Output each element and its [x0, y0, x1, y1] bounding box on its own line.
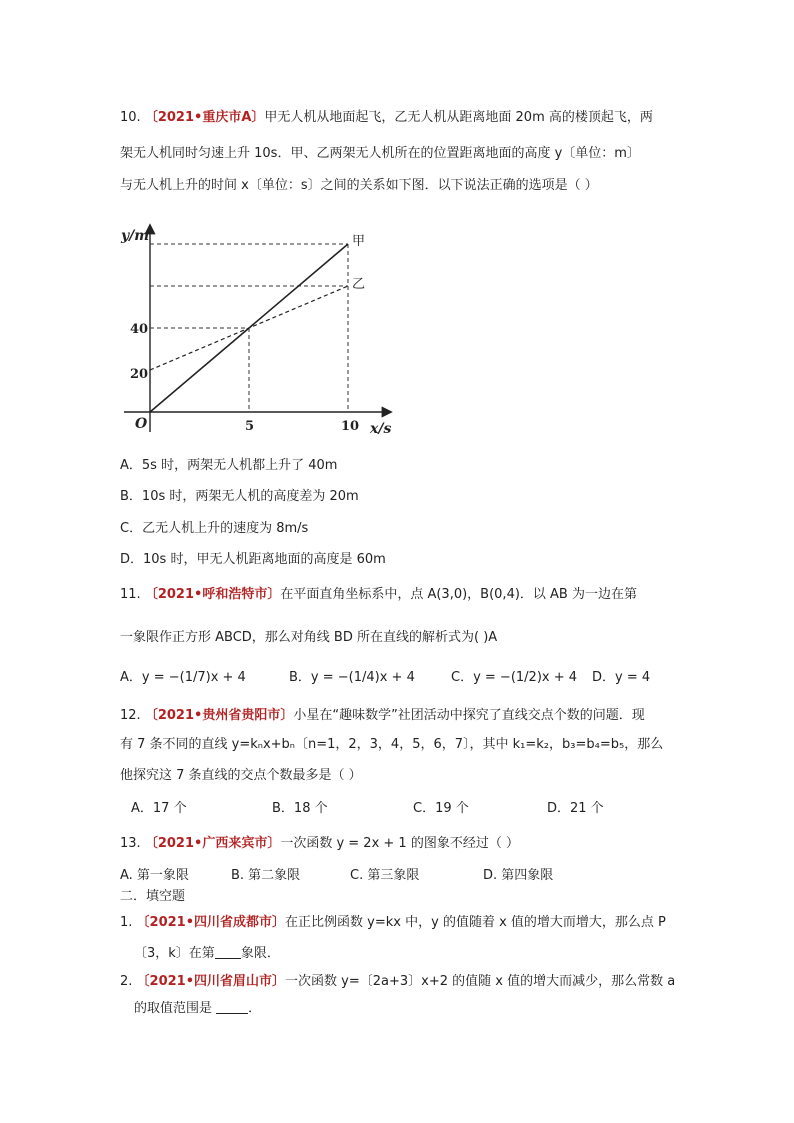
- q10-option-a: A．5s 时，两架无人机都上升了 40m: [120, 458, 338, 473]
- f1-text-1: 在正比例函数 y=kx 中，y 的值随着 x 值的增大而增大，那么点 P: [285, 915, 666, 930]
- q11-number: 11.: [120, 587, 141, 602]
- y-axis-label: y/m: [121, 228, 150, 244]
- q12-option-d: D．21 个: [547, 801, 604, 816]
- q13-option-c: C. 第三象限: [350, 868, 420, 883]
- f1-answer-blank[interactable]: [215, 945, 241, 959]
- q11-text-1: 在平面直角坐标系中，点 A(3,0)，B(0,4)．以 AB 为一边在第: [280, 587, 637, 602]
- q10-line3: 与无人机上升的时间 x〔单位：s〕之间的关系如下图．以下说法正确的选项是（ ）: [120, 178, 598, 193]
- q10-line2: 架无人机同时匀速上升 10s．甲、乙两架无人机所在的位置距离地面的高度 y〔单位：m〕: [120, 146, 640, 161]
- f2-text-2a: 的取值范围是: [134, 1001, 213, 1016]
- f1-line1: [120, 913, 666, 933]
- f2-source-tag: 〔2021•四川省眉山市〕: [136, 974, 286, 989]
- section-heading-fill-in: 二．填空题: [120, 889, 186, 904]
- f2-text-2b: ．: [248, 1001, 262, 1016]
- series-line-yi: [150, 286, 348, 370]
- q13-option-d: D. 第四象限: [483, 868, 554, 883]
- q12-option-b: B．18 个: [272, 801, 328, 816]
- q11-line1: [120, 585, 637, 605]
- x-tick-5: 5: [245, 419, 255, 434]
- f2-line2: [134, 999, 261, 1019]
- f2-answer-blank[interactable]: [216, 1000, 248, 1014]
- q10-option-c: C．乙无人机上升的速度为 8m/s: [120, 521, 309, 536]
- f1-text-2a: 〔3，k〕在第: [134, 946, 215, 961]
- f1-text-2b: 象限．: [240, 946, 280, 961]
- q13-option-a: A. 第一象限: [120, 868, 189, 883]
- series-line-jia: [150, 244, 348, 412]
- f1-number: 1.: [120, 915, 133, 930]
- q13-text-1: 一次函数 y = 2x + 1 的图象不经过（ ）: [280, 836, 519, 851]
- q10-option-b: B．10s 时，两架无人机的高度差为 20m: [120, 489, 359, 504]
- y-tick-20: 20: [130, 367, 149, 382]
- q11-option-c: C．y = −(1/2)x + 4: [451, 670, 578, 685]
- q12-line3: 他探究这 7 条直线的交点个数最多是（ ）: [120, 768, 362, 783]
- series-label-yi: 乙: [352, 277, 366, 292]
- q11-source-tag: 〔2021•呼和浩特市〕: [144, 587, 281, 602]
- q11-option-a: A．y = −(1/7)x + 4: [120, 670, 246, 685]
- q10-text-1: 甲无人机从地面起飞，乙无人机从距离地面 20m 高的楼顶起飞，两: [264, 110, 653, 125]
- f1-line2: [134, 944, 280, 964]
- q11-option-b: B．y = −(1/4)x + 4: [289, 670, 415, 685]
- q11-option-d: D．y = 4: [592, 670, 651, 685]
- y-tick-40: 40: [130, 322, 149, 337]
- q12-text-1: 小星在“趣味数学”社团活动中探究了直线交点个数的问题．现: [293, 708, 645, 723]
- q10-number: 10.: [120, 110, 141, 125]
- q12-option-c: C．19 个: [413, 801, 469, 816]
- q12-source-tag: 〔2021•贵州省贵阳市〕: [144, 708, 294, 723]
- q10-line1: [120, 108, 653, 128]
- q13-source-tag: 〔2021•广西来宾市〕: [144, 836, 281, 851]
- f2-number: 2.: [120, 974, 133, 989]
- q12-number: 12.: [120, 708, 141, 723]
- origin-label: O: [135, 416, 148, 432]
- q12-line1: [120, 706, 645, 726]
- f2-line1: [120, 972, 675, 992]
- q12-line2: 有 7 条不同的直线 y=kₙx+bₙ〔n=1，2，3，4，5，6，7〕，其中 k₁=k₂，b₃=b₄=b₅，那么: [120, 737, 664, 752]
- q12-option-a: A．17 个: [131, 801, 187, 816]
- q13-number: 13.: [120, 836, 141, 851]
- x-tick-10: 10: [341, 419, 360, 434]
- q10-source-tag: 〔2021•重庆市A〕: [144, 110, 265, 125]
- q10-option-d: D．10s 时，甲无人机距离地面的高度是 60m: [120, 552, 386, 567]
- f1-source-tag: 〔2021•四川省成都市〕: [136, 915, 286, 930]
- series-label-jia: 甲: [352, 234, 366, 249]
- f2-text-1: 一次函数 y=〔2a+3〕x+2 的值随 x 值的增大而减少，那么常数 a: [285, 974, 676, 989]
- q13-line1: [120, 834, 519, 854]
- q11-line2: 一象限作正方形 ABCD，那么对角线 BD 所在直线的解析式为( )A: [120, 630, 498, 645]
- q13-option-b: B. 第二象限: [231, 868, 301, 883]
- x-axis-label: x/s: [370, 421, 392, 437]
